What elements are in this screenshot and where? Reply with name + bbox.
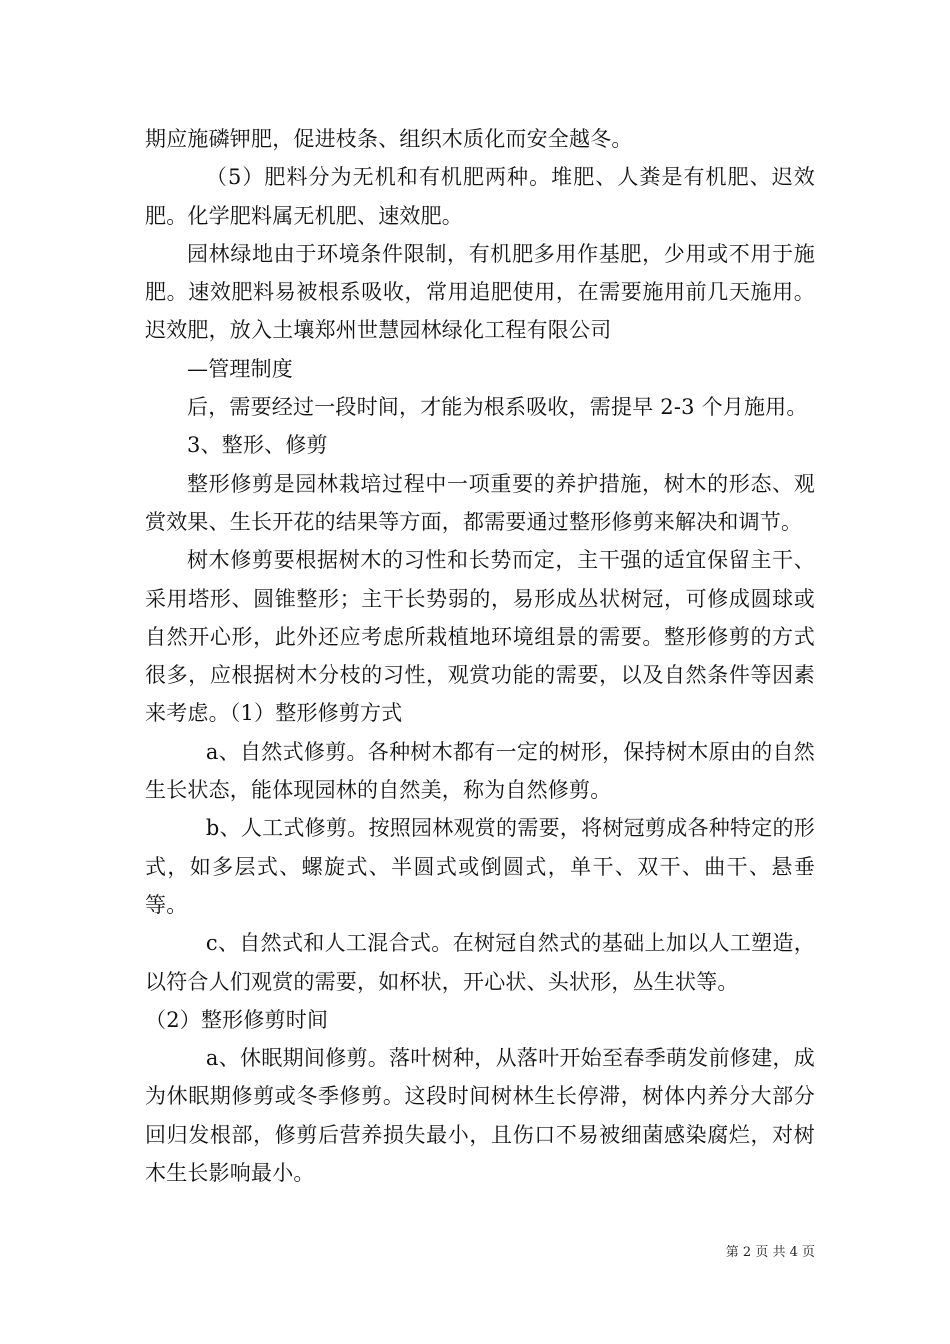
paragraph: 园林绿地由于环境条件限制，有机肥多用作基肥，少用或不用于施肥。速效肥料易被根系吸收，常用追肥使用，在需要施用前几天施用。迟效肥，放入土壤郑州世慧园林绿化工程有限公司 [145, 241, 815, 343]
paragraph: —管理制度 [187, 356, 293, 381]
page-number-footer: 第 2 页 共 4 页 [725, 1245, 815, 1260]
subsection-heading: （2）整形修剪时间 [145, 1007, 329, 1032]
paragraph: b、人工式修剪。按照园林观赏的需要，将树冠剪成各种特定的形式，如多层式、螺旋式、半圆式或倒圆式，单干、双干、曲干、悬垂等。 [145, 816, 815, 917]
paragraph: a、自然式修剪。各种树木都有一定的树形，保持树木原由的自然生长状态，能体现园林的自然美，称为自然修剪。 [145, 739, 815, 803]
body-text [145, 120, 815, 1192]
paragraph: 期应施磷钾肥，促进枝条、组织木质化而安全越冬。 [145, 127, 633, 151]
section-heading: 3、整形、修剪 [187, 433, 328, 458]
paragraph: 树木修剪要根据树木的习性和长势而定，主干强的适宜保留主干、采用塔形、圆锥整形；主干长势弱的，易形成丛状树冠，可修成圆球或自然开心形，此外还应考虑所栽植地环境组景的需要。整形修剪的方式很多，应根据树木分枝的习性，观赏功能的需要，以及自然条件等因素来考虑。（1）整形修剪方式 [145, 548, 815, 726]
paragraph: 整形修剪是园林栽培过程中一项重要的养护措施，树木的形态、观赏效果、生长开花的结果等方面，都需要通过整形修剪来解决和调节。 [145, 471, 815, 534]
paragraph: 后，需要经过一段时间，才能为根系吸收，需提早 2-3 个月施用。 [187, 395, 808, 420]
paragraph: a、休眠期间修剪。落叶树种，从落叶开始至春季萌发前修建，成为休眠期修剪或冬季修剪。这段时间树林生长停滞，树体内养分大部分回归发根部，修剪后营养损失最小，且伤口不易被细菌感染腐烂，对树木生长影响最小。 [145, 1046, 815, 1186]
paragraph: c、自然式和人工混合式。在树冠自然式的基础上加以人工塑造，以符合人们观赏的需要，如杯状，开心状、头状形，丛生状等。 [145, 931, 815, 994]
paragraph: （5）肥料分为无机和有机肥两种。堆肥、人粪是有机肥、迟效肥。化学肥料属无机肥、速效肥。 [145, 165, 815, 228]
